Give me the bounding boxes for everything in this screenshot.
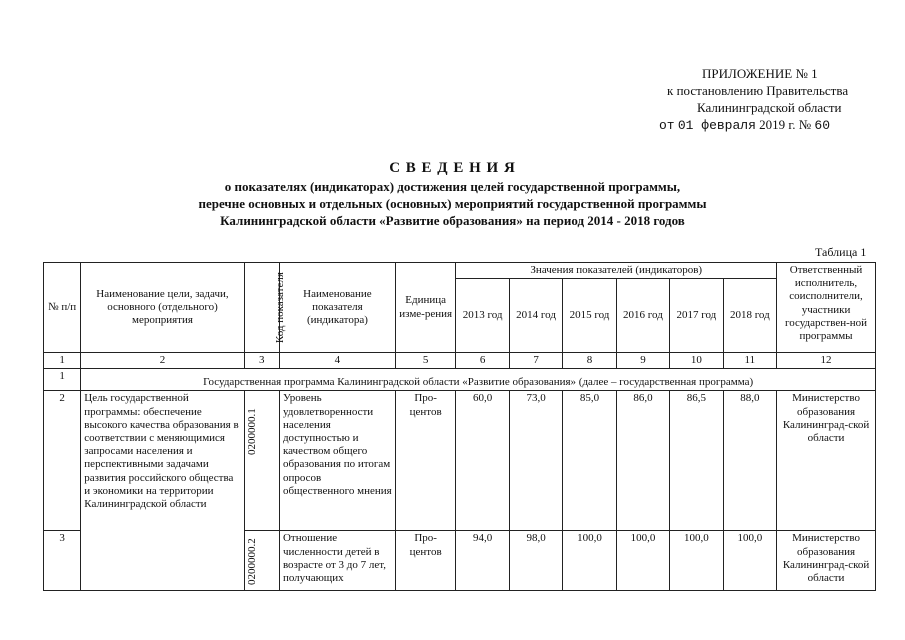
row-value-2015: 100,0 bbox=[563, 531, 616, 591]
row-value-2016: 86,0 bbox=[616, 391, 669, 531]
row-goal: Цель государственной программы: обеспечение высокого качества образования в соответствии с меняющимися запросами населения и перспективными задачами развития российского общества и экономики на территории Калининградской области bbox=[81, 391, 244, 591]
column-number: 2 bbox=[81, 353, 244, 369]
appendix-date-line bbox=[659, 117, 830, 133]
row-value-2014: 98,0 bbox=[509, 531, 562, 591]
row-value-2017: 86,5 bbox=[670, 391, 723, 531]
row-num: 3 bbox=[44, 531, 81, 591]
title-line-3: Калининградской области «Развитие образования» на период 2014 - 2018 годов bbox=[220, 213, 685, 228]
row-value-2017: 100,0 bbox=[670, 531, 723, 591]
row-value-2013: 94,0 bbox=[456, 531, 509, 591]
row-value-2014: 73,0 bbox=[509, 391, 562, 531]
column-number: 12 bbox=[777, 353, 876, 369]
title-line-2: перечне основных и отдельных (основных) мероприятий государственной программы bbox=[198, 196, 707, 211]
col-header-goal: Наименование цели, задачи, основного (отдельного) мероприятия bbox=[81, 263, 244, 353]
col-header-year-2016: 2016 год bbox=[616, 279, 669, 353]
row-num: 2 bbox=[44, 391, 81, 531]
row-indicator: Отношение численности детей в возрасте от 3 до 7 лет, получающих bbox=[279, 531, 395, 591]
row-unit: Про-центов bbox=[395, 531, 456, 591]
column-number: 4 bbox=[279, 353, 395, 369]
col-header-code bbox=[244, 263, 286, 353]
row-unit: Про-центов bbox=[395, 391, 456, 531]
indicators-table bbox=[43, 262, 876, 591]
row-code-text: 0200000.2 bbox=[245, 538, 258, 586]
col-header-num: № п/п bbox=[44, 263, 81, 353]
row-value-2018: 88,0 bbox=[723, 391, 776, 531]
col-header-values-group: Значения показателей (индикаторов) bbox=[456, 263, 777, 279]
resolution-number: 60 bbox=[814, 118, 831, 133]
col-header-year-2017: 2017 год bbox=[670, 279, 723, 353]
table-row bbox=[44, 391, 876, 531]
column-number-row bbox=[44, 353, 876, 369]
row-code bbox=[244, 391, 279, 531]
title-line-1: о показателях (индикаторах) достижения целей государственной программы, bbox=[224, 179, 681, 194]
column-number: 11 bbox=[723, 353, 776, 369]
program-row-num: 1 bbox=[44, 369, 81, 391]
column-number: 9 bbox=[616, 353, 669, 369]
column-number: 8 bbox=[563, 353, 616, 369]
date-year: 2019 г. № bbox=[759, 117, 812, 132]
column-number: 6 bbox=[456, 353, 509, 369]
row-value-2013: 60,0 bbox=[456, 391, 509, 531]
date-prefix: от bbox=[659, 118, 675, 133]
column-number: 10 bbox=[670, 353, 723, 369]
program-row bbox=[44, 369, 876, 391]
row-code-text: 0200000.1 bbox=[245, 408, 258, 456]
column-number: 1 bbox=[44, 353, 81, 369]
row-value-2016: 100,0 bbox=[616, 531, 669, 591]
row-responsible: Министерство образования Калининград-ской области bbox=[777, 391, 876, 531]
col-header-unit: Единица изме-рения bbox=[395, 263, 456, 353]
column-number: 5 bbox=[395, 353, 456, 369]
col-header-responsible: Ответственный исполнитель, соисполнители, участники государствен-ной программы bbox=[777, 263, 876, 353]
col-header-year-2015: 2015 год bbox=[563, 279, 616, 353]
row-value-2018: 100,0 bbox=[723, 531, 776, 591]
program-row-text: Государственная программа Калининградской области «Развитие образования» (далее – государственная программа) bbox=[81, 369, 876, 391]
appendix-label: ПРИЛОЖЕНИЕ № 1 bbox=[702, 66, 818, 81]
row-responsible: Министерство образования Калининград-ской области bbox=[777, 531, 876, 591]
col-header-year-2018: 2018 год bbox=[723, 279, 776, 353]
col-header-indicator: Наименование показателя (индикатора) bbox=[279, 263, 395, 353]
appendix-region-line: Калининградской области bbox=[697, 100, 842, 115]
col-header-year-2013: 2013 год bbox=[456, 279, 509, 353]
document-heading: С В Е Д Е Н И Я bbox=[389, 160, 516, 176]
column-number: 3 bbox=[244, 353, 279, 369]
appendix-resolution-line: к постановлению Правительства bbox=[667, 83, 849, 98]
row-indicator: Уровень удовлетворенности населения доступностью и качеством общего образования по итогам опросов общественного мнения bbox=[279, 391, 395, 531]
table-label: Таблица 1 bbox=[815, 245, 867, 259]
col-header-code-text: Код показателя bbox=[273, 272, 286, 344]
column-number: 7 bbox=[509, 353, 562, 369]
row-code bbox=[244, 531, 279, 591]
date-value: 01 февраля bbox=[677, 118, 756, 133]
row-value-2015: 85,0 bbox=[563, 391, 616, 531]
col-header-year-2014: 2014 год bbox=[509, 279, 562, 353]
